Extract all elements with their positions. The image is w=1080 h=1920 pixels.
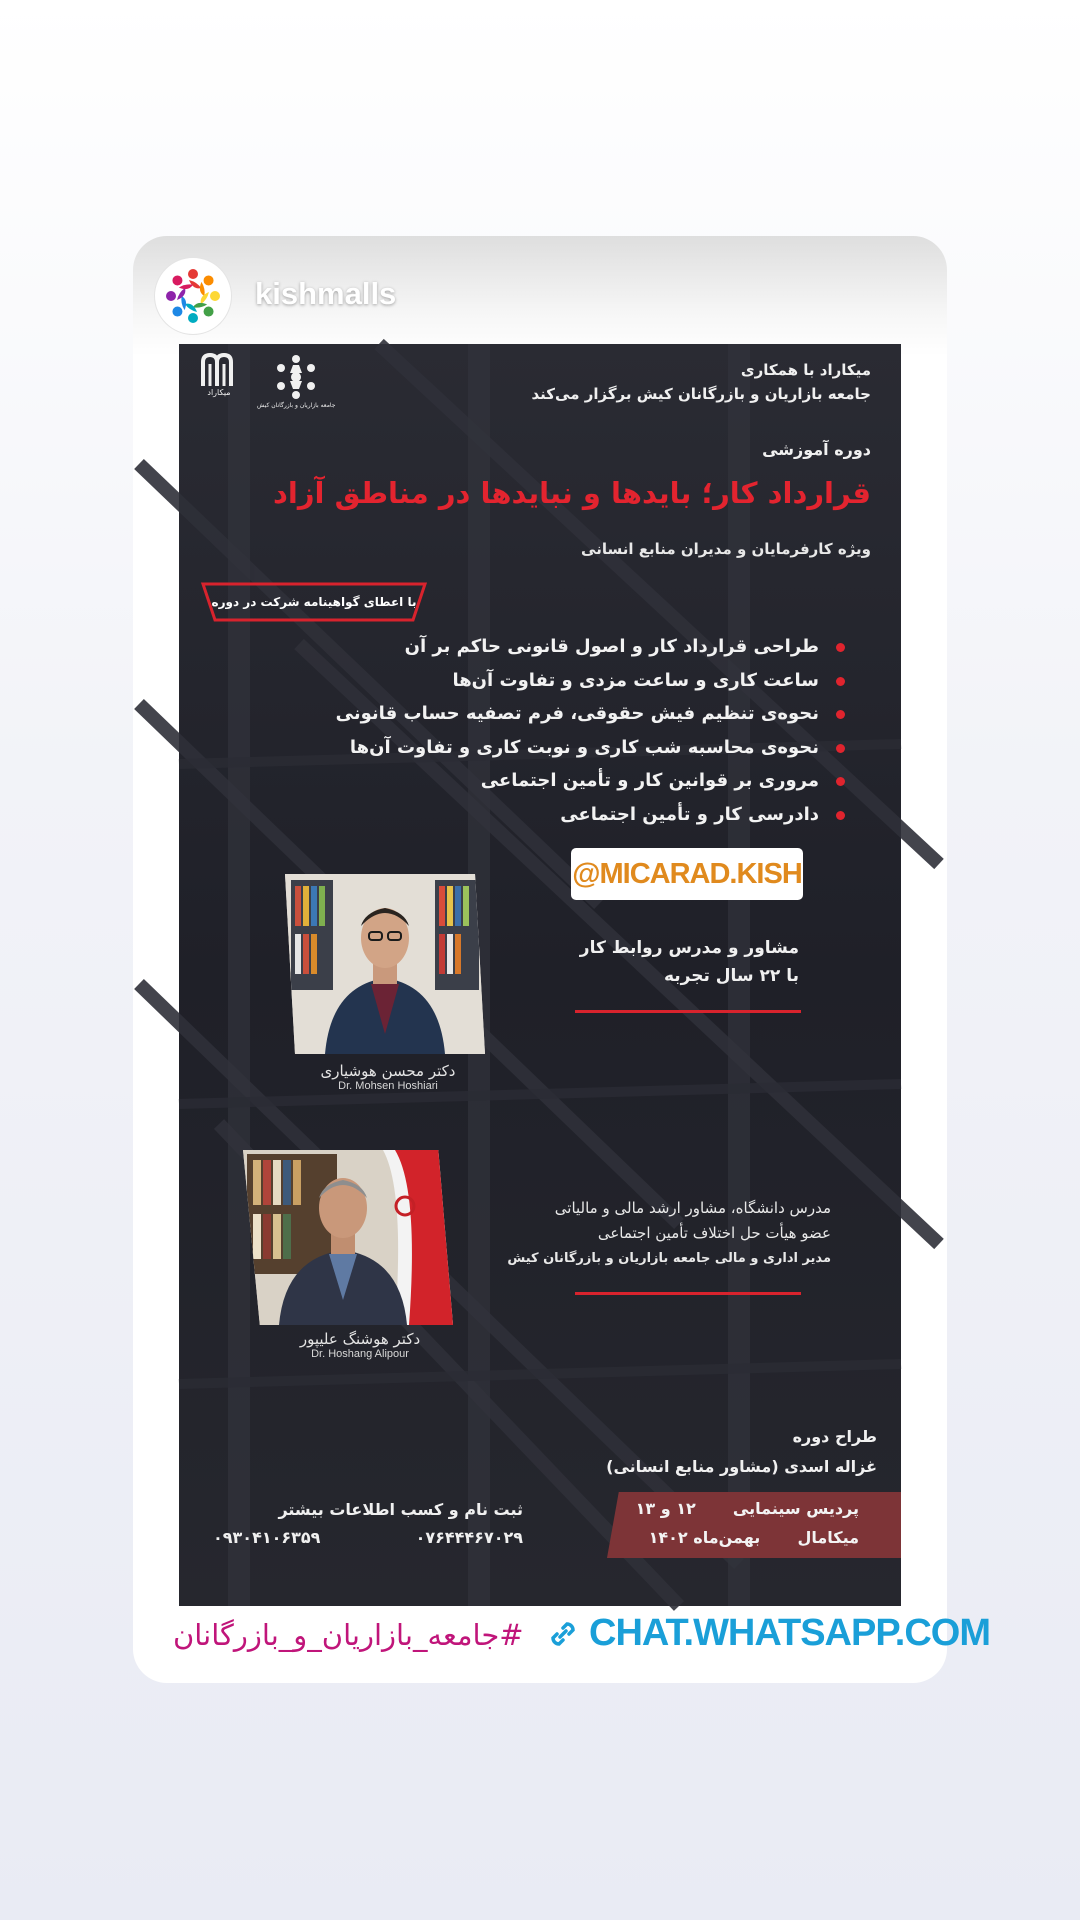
event-month: بهمن‌ماه ۱۴۰۲ [648,1528,761,1547]
speaker2-photo [243,1150,453,1325]
course-label: دوره آموزشی [762,440,871,459]
intro-line-2: جامعه بازاریان و بازرگانان کیش برگزار می‌کند [531,385,871,403]
speaker2-caption [275,1330,445,1360]
phone-number-2: ۰۹۳۰۴۱۰۶۳۵۹ [213,1528,321,1547]
event-row-2 [636,1523,859,1552]
poster-title: قرارداد کار؛ بایدها و نبایدها در مناطق آزاد [273,476,871,510]
society-logo-label: جامعه بازاریان و بازرگانان کیش [257,402,336,409]
speaker2-portrait [243,1150,453,1325]
event-row-1 [636,1494,859,1523]
instagram-mention-sticker[interactable] [571,848,803,900]
link-sticker[interactable] [545,1612,990,1655]
speaker1-name-fa: دکتر محسن هوشیاری [320,1062,456,1080]
speaker2-bio-line-2: عضو هیأت حل اختلاف تأمین اجتماعی [597,1224,831,1242]
event-venue: پردیس سینمایی [732,1499,859,1518]
speaker2-name-en: Dr. Hoshang Alipour [311,1348,409,1360]
certificate-badge [201,582,427,622]
mention-text: @MICARAD.KISH [572,857,802,890]
story-card [133,236,990,1683]
speaker1-bio-line-2: با ۲۲ سال تجربه [663,966,799,986]
society-logo-icon [267,352,325,402]
intro-line-1: میکاراد با همکاری [740,361,871,379]
designer-label: طراح دوره [792,1427,877,1446]
speaker2-bio-line-1: مدرس دانشگاه، مشاور ارشد مالی و مالیاتی [554,1199,831,1217]
intro-text [391,358,871,406]
event-days: ۱۲ و ۱۳ [635,1499,696,1518]
speaker2-bio-line-3: مدیر اداری و مالی جامعه بازاریان و بازرگانان کیش [507,1251,831,1266]
speaker2-bio [507,1196,831,1271]
designer-name: غزاله اسدی (مشاور منابع انسانی) [606,1457,877,1476]
speaker1-name-en: Dr. Mohsen Hoshiari [338,1080,438,1092]
topic-item: طراحی قرارداد کار و اصول قانونی حاکم بر آن [245,630,845,664]
event-poster [179,344,901,1606]
speaker1-bio [580,934,799,990]
phone-number-1: ۰۷۶۴۴۴۶۷۰۲۹ [415,1528,523,1547]
poster-logos [199,352,335,409]
speaker1-bio-line-1: مشاور و مدرس روابط کار [579,938,799,958]
contact-label: ثبت نام و کسب اطلاعات بیشتر [278,1500,523,1519]
society-logo [257,352,335,409]
topic-item: ساعت کاری و ساعت مزدی و تفاوت آن‌ها [245,664,845,698]
micarad-logo [199,352,239,397]
course-designer [606,1422,877,1482]
contact-info [213,1496,523,1552]
speaker1-photo [285,874,485,1054]
divider-line [575,1292,801,1295]
profile-avatar[interactable] [155,258,231,334]
speaker1-portrait [285,874,485,1054]
event-place: میکامال [797,1528,859,1547]
topic-list [245,630,845,831]
link-icon [545,1616,581,1652]
profile-username[interactable]: kishmalls [255,276,397,311]
micarad-logo-icon [199,352,239,388]
kishmalls-logo-icon [158,261,228,331]
topic-item: نحوه‌ی محاسبه شب کاری و نوبت کاری و تفاوت آن‌ها [245,731,845,765]
topic-item: دادرسی کار و تأمین اجتماعی [245,798,845,832]
certificate-badge-text: با اعطای گواهینامه شرکت در دوره [211,595,417,609]
speaker2-name-fa: دکتر هوشنگ علیپور [299,1330,421,1348]
link-text: CHAT.WHATSAPP.COM [589,1612,990,1654]
micarad-logo-label: میکاراد [207,388,231,397]
topic-item: نحوه‌ی تنظیم فیش حقوقی، فرم تصفیه حساب قانونی [245,697,845,731]
hashtag-sticker[interactable]: #جامعه_بازاریان_و_بازرگانان [173,1618,524,1652]
topic-item: مروری بر قوانین کار و تأمین اجتماعی [245,764,845,798]
event-info [636,1494,859,1552]
speaker1-caption [303,1062,473,1092]
divider-line [575,1010,801,1013]
contact-phones [213,1524,523,1552]
poster-subtitle: ویژه کارفرمایان و مدیران منابع انسانی [581,540,871,558]
